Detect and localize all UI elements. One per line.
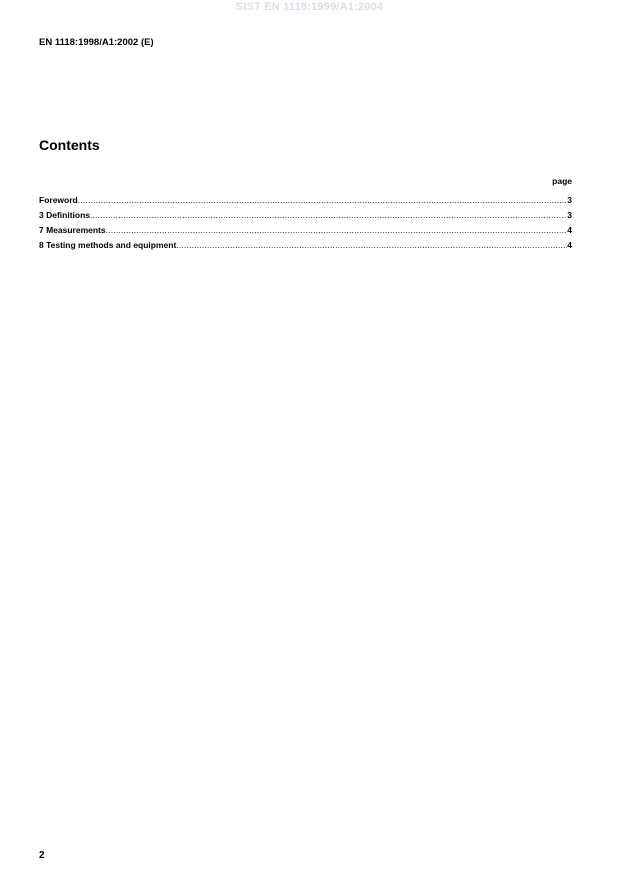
table-of-contents <box>39 175 572 254</box>
toc-page-column-label: page <box>552 176 572 186</box>
toc-entry-page: 3 <box>567 195 572 205</box>
toc-dot-leader <box>106 224 568 236</box>
watermark-header: SIST EN 1118:1999/A1:2004 <box>235 1 384 13</box>
toc-entry-page: 3 <box>567 210 572 220</box>
toc-entry-title: 3 Definitions <box>39 210 91 220</box>
toc-entry-page: 4 <box>567 225 572 235</box>
toc-entry-title: Foreword <box>39 195 78 205</box>
toc-entry-title: 7 Measurements <box>39 225 106 235</box>
toc-entry-title: 8 Testing methods and equipment <box>39 240 177 250</box>
toc-dot-leader <box>90 209 567 221</box>
toc-entry-definitions[interactable] <box>39 209 572 221</box>
document-identifier: EN 1118:1998/A1:2002 (E) <box>39 37 154 48</box>
toc-entry-foreword[interactable] <box>39 194 572 206</box>
toc-dot-leader <box>176 239 567 251</box>
toc-entry-measurements[interactable] <box>39 224 572 236</box>
toc-entry-testing-methods[interactable] <box>39 239 572 251</box>
toc-dot-leader <box>78 194 568 206</box>
contents-heading: Contents <box>39 137 100 153</box>
page-number: 2 <box>39 850 45 861</box>
toc-entry-page: 4 <box>567 240 572 250</box>
